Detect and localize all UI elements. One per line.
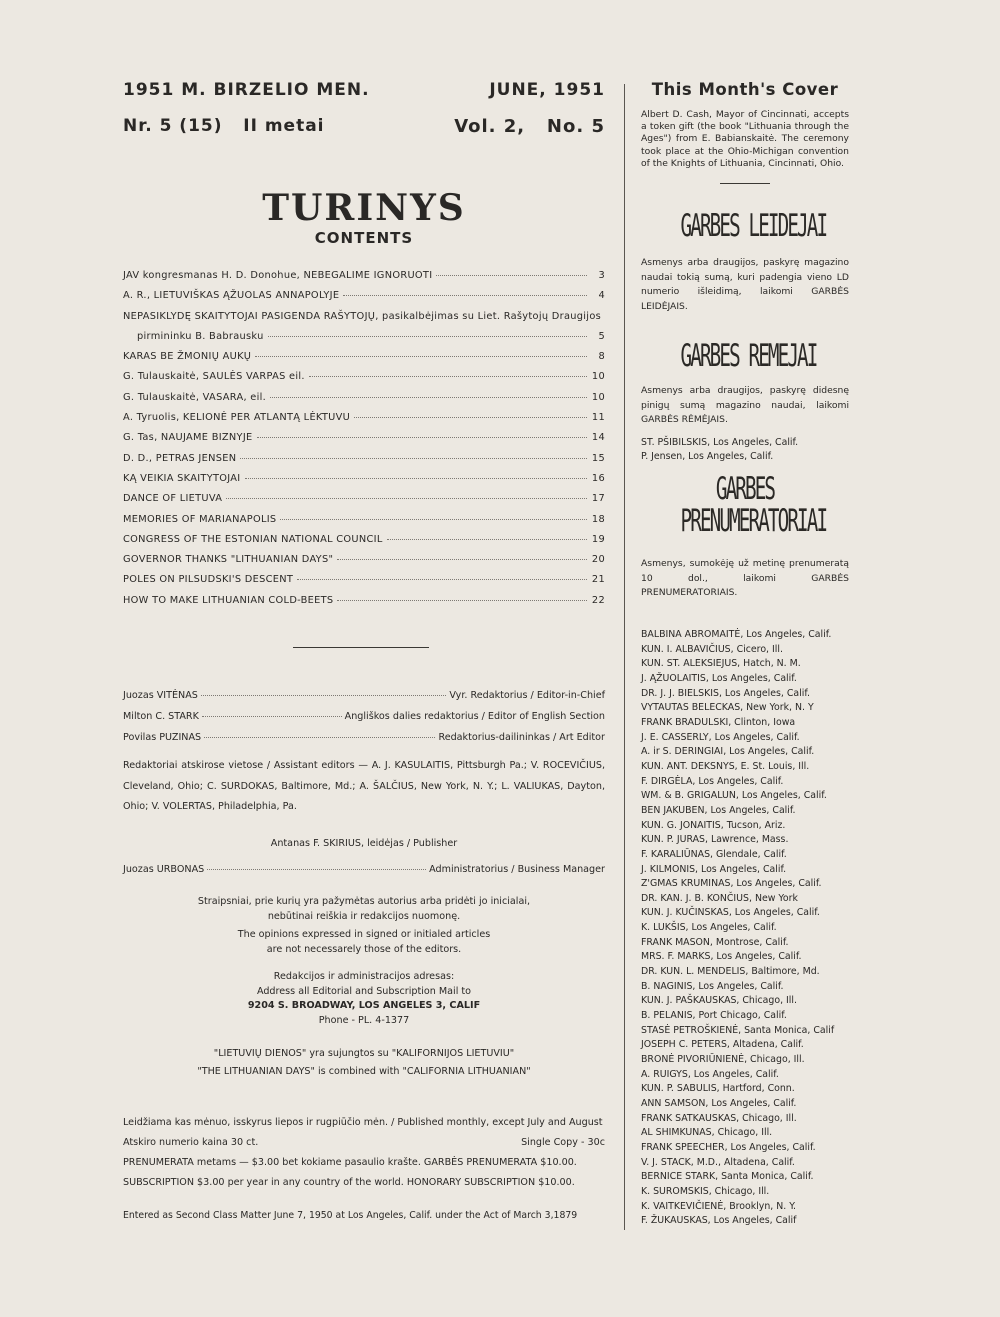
toc-page: 17 [591, 493, 605, 505]
notice-en [123, 928, 605, 957]
members-list [641, 628, 851, 1229]
address-street: 9204 S. BROADWAY, LOS ANGELES 3, CALIF [247, 1000, 481, 1011]
toc-item [123, 493, 605, 513]
subscription-en: SUBSCRIPTION $3.00 per year in any country of the world. HONORARY SUBSCRIPTION $10.00. [123, 1176, 575, 1188]
toc-page: 15 [591, 452, 605, 464]
list-item: KUN. J. KUČINSKAS, Los Angeles, Calif. [641, 907, 820, 919]
garbes-prenumeratoriai-section [641, 473, 849, 601]
list-item: VYTAUTAS BELECKAS, New York, N. Y [641, 702, 814, 714]
list-item: FRANK BRADULSKI, Clinton, Iowa [641, 716, 796, 728]
staff-row [123, 732, 605, 753]
list-item: K. SUROMSKIS, Chicago, Ill. [641, 1185, 770, 1197]
footer-row [123, 1172, 605, 1192]
list-item: K. VAITKEVIČIENĖ, Brooklyn, N. Y. [641, 1200, 797, 1212]
toc-page: 21 [591, 574, 605, 586]
toc-leader [337, 559, 587, 560]
list-item: F. DIRGĖLA, Los Angeles, Calif. [641, 775, 784, 787]
toc-page: 10 [591, 391, 605, 403]
toc-item [123, 554, 605, 574]
list-item: KUN. P. SABULIS, Hartford, Conn. [641, 1083, 795, 1095]
toc-title: GOVERNOR THANKS "LITHUANIAN DAYS" [123, 554, 334, 566]
garbes-leidejai-text: Asmenys arba draugijos, paskyrę magazino naudai tokią sumą, kuri padengia vieno LD numerio išleidimą, laikomi GARBĖS LEIDĖJAIS. [641, 257, 849, 312]
toc-title: A. Tyruolis, KELIONĖ PER ATLANTĄ LĖKTUVU [123, 412, 351, 424]
page-title: TURINYS [262, 187, 466, 229]
cover-title: This Month's Cover [651, 80, 839, 99]
list-item: KUN. I. ALBAVIČIUS, Cicero, Ill. [641, 643, 783, 655]
toc-item [123, 534, 605, 554]
toc-leader [257, 437, 587, 438]
toc-leader [354, 417, 587, 418]
toc-title: pirmininku B. Babrausku [137, 330, 264, 342]
toc-page: 8 [598, 351, 605, 363]
toc-page: 14 [591, 432, 605, 444]
footer-row [123, 1132, 605, 1152]
toc-leader [226, 498, 587, 499]
toc-title: A. R., LIETUVIŠKAS ĄŽUOLAS ANNAPOLYJE [123, 290, 340, 302]
staff-role: Angliškos dalies redaktorius / Editor of English Section [344, 711, 605, 722]
list-item: DR. J. J. BIELSKIS, Los Angeles, Calif. [641, 687, 810, 699]
address-block [123, 970, 605, 1028]
list-item: A. RUIGYS, Los Angeles, Calif. [641, 1068, 779, 1080]
section-divider [293, 647, 429, 648]
list-item: B. NAGINIS, Los Angeles, Calif. [641, 980, 784, 992]
list-item: KUN. ANT. DEKSNYS, E. St. Louis, Ill. [641, 760, 810, 772]
toc-item [123, 331, 605, 351]
toc-leader [309, 376, 587, 377]
list-item: ST. PŠIBILSKIS, Los Angeles, Calif. [641, 436, 799, 448]
staff-row [123, 711, 605, 732]
garbes-prenumeratoriai-heading-2: PRENUMERATORIAI [680, 503, 827, 539]
staff-name: Juozas VITĖNAS [123, 690, 198, 701]
notice-lt-line: nebūtinai reiškia ir redakcijos nuomonę. [267, 910, 461, 922]
toc-title: POLES ON PILSUDSKI'S DESCENT [123, 574, 294, 586]
notice-lt-line: Straipsniai, prie kurių yra pažymėtas autorius arba pridėti jo inicialai, [197, 896, 531, 907]
toc-title: JAV kongresmanas H. D. Donohue, NEBEGALIME IGNORUOTI [123, 270, 433, 281]
toc-title: KARAS BE ŽMONIŲ AUKŲ [123, 351, 252, 363]
issue-number-lt: Nr. 5 (15) II metai [123, 116, 325, 136]
notice-en-line: are not necessarely those of the editors. [266, 943, 462, 955]
list-item: A. ir S. DERINGIAI, Los Angeles, Calif. [641, 746, 815, 758]
staff-name: Milton C. STARK [123, 711, 199, 722]
address-line: Address all Editorial and Subscription Mail to [256, 985, 472, 997]
garbes-remejai-section [641, 340, 849, 465]
garbes-remejai-text: Asmenys arba draugijos, paskyrę didesnę pinigų sumą magazino naudai, laikomi GARBĖS RĖMĖJAIS. [641, 385, 849, 426]
toc-title: D. D., PETRAS JENSEN [123, 452, 237, 464]
issue-date-lt: 1951 M. BIRZELIO MEN. [123, 80, 370, 100]
notice-lt [123, 895, 605, 924]
list-item: V. J. STACK, M.D., Altadena, Calif. [641, 1156, 795, 1168]
toc-item [123, 574, 605, 594]
toc-title: MEMORIES OF MARIANAPOLIS [123, 513, 277, 525]
notice-en-line: The opinions expressed in signed or initialed articles [237, 929, 491, 940]
list-item: KUN. G. JONAITIS, Tucson, Ariz. [641, 819, 786, 831]
toc-title: HOW TO MAKE LITHUANIAN COLD-BEETS [123, 594, 334, 606]
monthly-note: Leidžiama kas mėnuo, isskyrus liepos ir rugpiūčio mėn. / Published monthly, except July and August [123, 1116, 603, 1128]
toc-leader [436, 275, 587, 276]
list-item: J. KILMONIS, Los Angeles, Calif. [641, 863, 787, 875]
toc-item [123, 595, 605, 615]
table-of-contents [123, 270, 605, 615]
single-copy-en: Single Copy - 30c [521, 1136, 605, 1148]
merge-line-en: "THE LITHUANIAN DAYS" is combined with "CALIFORNIA LITHUANIAN" [197, 1066, 531, 1077]
garbes-leidejai-section [641, 210, 849, 314]
issue-date-en: JUNE, 1951 [489, 80, 605, 100]
administrator-line [123, 864, 605, 875]
toc-page: 3 [598, 270, 605, 281]
issue-volume-en: Vol. 2, No. 5 [454, 116, 605, 137]
toc-page: 16 [591, 472, 605, 484]
toc-page: 19 [591, 533, 605, 545]
toc-leader [337, 600, 587, 601]
list-item: STASĖ PETROŠKIENĖ, Santa Monica, Calif [641, 1024, 835, 1036]
list-item: FRANK SATKAUSKAS, Chicago, Ill. [641, 1112, 797, 1124]
entered-notice: Entered as Second Class Matter June 7, 1950 at Los Angeles, Calif. under the Act of March 3,1879 [123, 1210, 578, 1221]
garbes-leidejai-heading: GARBES LEIDEJAI [680, 208, 827, 244]
short-divider [720, 183, 770, 184]
merge-line-lt: "LIETUVIŲ DIENOS" yra sujungtos su "KALIFORNIJOS LIETUVIU" [213, 1048, 515, 1059]
list-item: WM. & B. GRIGALUN, Los Angeles, Calif. [641, 790, 827, 802]
list-item: FRANK MASON, Montrose, Calif. [641, 936, 789, 948]
toc-page: 10 [591, 371, 605, 383]
list-item: MRS. F. MARKS, Los Angeles, Calif. [641, 951, 802, 963]
list-item: KUN. J. PAŠKAUSKAS, Chicago, Ill. [641, 995, 797, 1007]
list-item: J. ĄŽUOLAITIS, Los Angeles, Calif. [641, 672, 797, 684]
right-column [641, 80, 849, 1227]
toc-leader [240, 458, 587, 459]
garbes-prenumeratoriai-text: Asmenys, sumokėję už metinę prenumeratą 10 dol., laikomi GARBĖS PRENUMERATORIAIS. [641, 558, 849, 599]
subscription-lt: PRENUMERATA metams — $3.00 bet kokiame pasaulio krašte. GARBĖS PRENUMERATA $10.00. [123, 1156, 577, 1168]
toc-title: CONGRESS OF THE ESTONIAN NATIONAL COUNCIL [123, 533, 383, 545]
toc-title: G. Tulauskaitė, VASARA, eil. [123, 391, 267, 403]
staff-role: Redaktorius-dailininkas / Art Editor [438, 732, 605, 743]
admin-name: Juozas URBONAS [123, 864, 205, 875]
footer-row [123, 1152, 605, 1172]
toc-page: 18 [591, 513, 605, 525]
list-item: ANN SAMSON, Los Angeles, Calif. [641, 1098, 797, 1109]
toc-item [123, 453, 605, 473]
toc-page: 5 [598, 330, 605, 342]
toc-leader [245, 478, 588, 479]
cover-description: Albert D. Cash, Mayor of Cincinnati, accepts a token gift (the book "Lithuania through the Ages") from E. Babianskaitė. The ceremony took place at the Ohio-Michigan convention of the Knights of Lithuania, Cincinnati, Ohio. [641, 109, 849, 169]
list-item: P. Jensen, Los Angeles, Calif. [641, 451, 774, 463]
toc-item [123, 371, 605, 391]
toc-item [123, 392, 605, 412]
staff-row [123, 690, 605, 711]
toc-item [123, 311, 605, 331]
list-item: BALBINA ABROMAITĖ, Los Angeles, Calif. [641, 629, 832, 640]
list-item: F. ŽUKAUSKAS, Los Angeles, Calif [641, 1215, 797, 1227]
toc-leader [255, 356, 587, 357]
list-item: J. E. CASSERLY, Los Angeles, Calif. [641, 731, 800, 743]
toc-page: 22 [591, 594, 605, 606]
toc-leader [387, 539, 587, 540]
address-phone: Phone - PL. 4-1377 [318, 1014, 410, 1026]
list-item: BERNICE STARK, Santa Monica, Calif. [641, 1171, 814, 1183]
list-item: KUN. P. JURAS, Lawrence, Mass. [641, 834, 789, 846]
merge-notice [123, 1045, 605, 1081]
toc-item [123, 412, 605, 432]
header-row-2 [123, 116, 605, 137]
toc-leader [270, 397, 587, 398]
list-item: K. LUKŠIS, Los Angeles, Calif. [641, 922, 777, 934]
toc-page: 4 [598, 290, 605, 302]
list-item: Z'GMAS KRUMINAS, Los Angeles, Calif. [641, 878, 822, 890]
staff-name: Povilas PUZINAS [123, 732, 202, 743]
single-copy-lt: Atskiro numerio kaina 30 ct. [123, 1136, 259, 1148]
footer-row [123, 1112, 605, 1132]
staff-list [123, 690, 605, 753]
toc-item [123, 432, 605, 452]
list-item: DR. KAN. J. B. KONČIUS, New York [641, 892, 798, 904]
toc-leader [343, 295, 587, 296]
toc-item [123, 290, 605, 310]
toc-leader [280, 519, 587, 520]
toc-title: G. Tas, NAUJAME BIZNYJE [123, 432, 253, 444]
page-subtitle: CONTENTS [314, 229, 414, 247]
list-item: BRONĖ PIVORIŪNIENĖ, Chicago, Ill. [641, 1054, 805, 1066]
subscription-footer [123, 1112, 605, 1192]
toc-page: 11 [591, 412, 605, 424]
toc-item [123, 351, 605, 371]
toc-page: 20 [591, 554, 605, 566]
list-item: KUN. ST. ALEKSIEJUS, Hatch, N. M. [641, 658, 801, 670]
header-row-1 [123, 80, 605, 100]
toc-title: DANCE OF LIETUVA [123, 493, 223, 505]
list-item: F. KARALIŪNAS, Glendale, Calif. [641, 848, 787, 860]
list-item: B. PELANIS, Port Chicago, Calif. [641, 1010, 787, 1022]
list-item: FRANK SPEECHER, Los Angeles, Calif. [641, 1141, 816, 1153]
garbes-remejai-heading: GARBES REMEJAI [680, 338, 817, 374]
publisher-line: Antanas F. SKIRIUS, leidėjas / Publisher [270, 838, 458, 849]
toc-title: KĄ VEIKIA SKAITYTOJAI [123, 472, 241, 484]
toc-title: G. Tulauskaitė, SAULĖS VARPAS eil. [123, 371, 305, 383]
staff-role: Vyr. Redaktorius / Editor-in-Chief [449, 690, 605, 701]
remejai-names [641, 436, 849, 465]
left-column [123, 80, 605, 1221]
toc-title: NEPASIKLYDĘ SKAITYTOJAI PASIGENDA RAŠYTOJŲ, pasikalbėjimas su Liet. Rašytojų Draugijos [123, 310, 602, 322]
list-item: DR. KUN. L. MENDELIS, Baltimore, Md. [641, 966, 820, 978]
toc-leader [297, 579, 587, 580]
address-line: Redakcijos ir administracijos adresas: [273, 971, 455, 982]
garbes-prenumeratoriai-heading-1: GARBES [715, 471, 775, 507]
list-item: BEN JAKUBEN, Los Angeles, Calif. [641, 804, 796, 816]
toc-item [123, 270, 605, 290]
toc-item [123, 473, 605, 493]
admin-role: Administratorius / Business Manager [429, 864, 605, 875]
toc-leader [268, 336, 587, 337]
list-item: JOSEPH C. PETERS, Altadena, Calif. [641, 1039, 804, 1051]
toc-item [123, 514, 605, 534]
list-item: AL SHIMKUNAS, Chicago, Ill. [641, 1127, 773, 1139]
assistant-editors: Redaktoriai atskirose vietose / Assistant editors — A. J. KASULAITIS, Pittsburgh Pa.; V. ROCEVIČIUS, Cleveland, Ohio; C. SURDOKAS, Baltimore, Md.; A. ŠALČIUS, New York, N. Y.; L. VALIUKAS, Dayton, Ohio; V. VOLERTAS, Philadelphia, Pa. [123, 760, 605, 812]
column-rule [624, 84, 625, 1230]
